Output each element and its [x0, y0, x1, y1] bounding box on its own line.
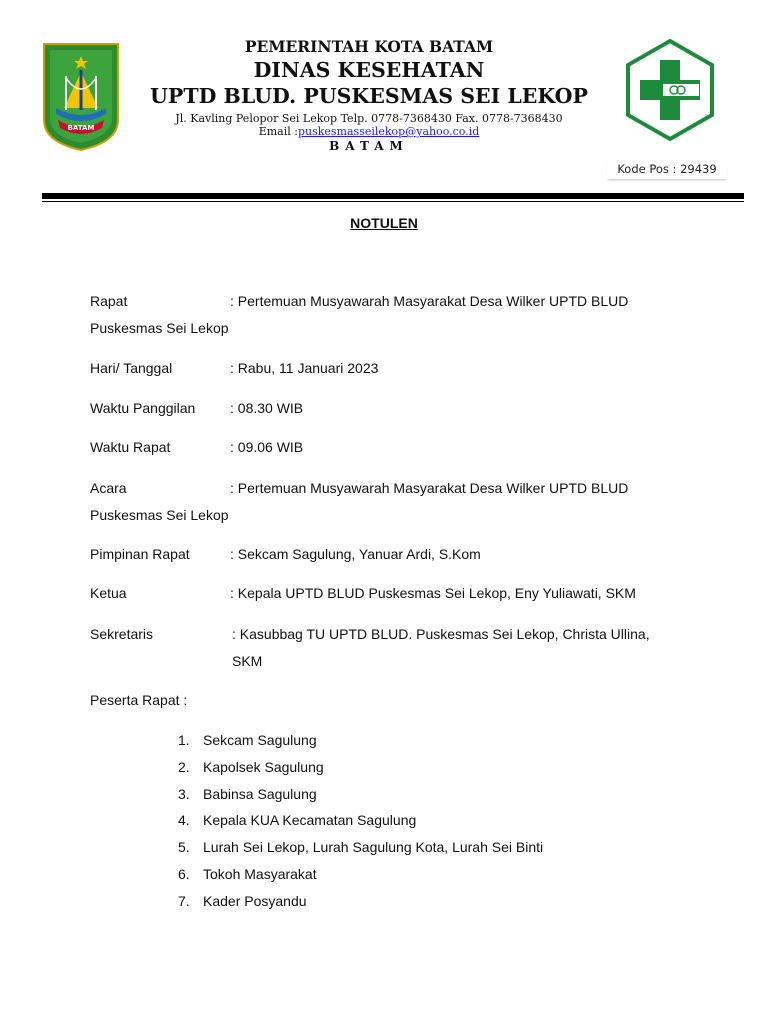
- participant-name: Kapolsek Sagulung: [203, 758, 324, 775]
- field-value-continuation: Puskesmas Sei Lekop: [90, 320, 229, 336]
- list-item: [178, 888, 543, 915]
- field-waktu-panggilan: [90, 395, 690, 422]
- batam-city-emblem-icon: [42, 42, 120, 152]
- field-label: Waktu Rapat: [90, 439, 171, 455]
- list-number: 3.: [178, 785, 190, 802]
- postal-code: Kode Pos : 29439: [607, 159, 727, 179]
- list-item: [178, 861, 543, 888]
- field-value: : Pertemuan Musyawarah Masyarakat Desa Wilker UPTD BLUD: [230, 480, 629, 496]
- participant-name: Lurah Sei Lekop, Lurah Sagulung Kota, Lurah Sei Binti: [203, 839, 544, 856]
- list-item: [178, 807, 543, 834]
- field-pimpinan-rapat: [90, 541, 690, 568]
- field-rapat: [90, 288, 690, 342]
- field-label: Waktu Panggilan: [90, 400, 196, 416]
- header-divider-thin: [42, 201, 744, 202]
- email-link[interactable]: puskesmasseilekop@yahoo.co.id: [297, 125, 480, 138]
- emblem-ribbon-text: BATAM: [67, 124, 95, 132]
- government-name: PEMERINTAH KOTA BATAM: [244, 37, 494, 56]
- field-label: Acara: [90, 480, 127, 496]
- field-value: : Pertemuan Musyawarah Masyarakat Desa Wilker UPTD BLUD: [230, 293, 629, 309]
- participants-list: [178, 727, 543, 915]
- list-number: 5.: [178, 839, 190, 856]
- list-item: [178, 754, 543, 781]
- list-number: 2.: [178, 758, 190, 775]
- field-value: : 08.30 WIB: [230, 400, 304, 416]
- field-value: : 09.06 WIB: [230, 439, 304, 455]
- address-line: Jl. Kavling Pelopor Sei Lekop Telp. 0778-7368430 Fax. 0778-7368430: [175, 112, 563, 125]
- email-line: [130, 125, 608, 138]
- email-label: Email :: [258, 125, 298, 138]
- list-item: [178, 781, 543, 808]
- field-label: Ketua: [90, 585, 127, 601]
- field-label: Sekretaris: [90, 626, 154, 642]
- field-acara: [90, 475, 690, 529]
- field-waktu-rapat: [90, 434, 690, 461]
- field-hari-tanggal: [90, 355, 690, 382]
- field-value: : Kepala UPTD BLUD Puskesmas Sei Lekop, Eny Yuliawati, SKM: [230, 585, 636, 601]
- agency-name: DINAS KESEHATAN: [253, 58, 485, 82]
- puskesmas-cross-logo-icon: [624, 38, 716, 142]
- participants-heading: Peserta Rapat :: [90, 692, 188, 708]
- institution-name: UPTD BLUD. PUSKESMAS SEI LEKOP: [150, 84, 588, 108]
- field-label: Rapat: [90, 293, 128, 309]
- participant-name: Kader Posyandu: [203, 892, 307, 909]
- field-label: Hari/ Tanggal: [90, 360, 173, 376]
- participant-name: Tokoh Masyarakat: [203, 865, 317, 882]
- list-number: 6.: [178, 865, 190, 882]
- list-item: [178, 727, 543, 754]
- field-value: : Sekcam Sagulung, Yanuar Ardi, S.Kom: [230, 546, 481, 562]
- city-name: BATAM: [329, 139, 409, 153]
- field-value: : Rabu, 11 Januari 2023: [230, 360, 379, 376]
- participant-name: Babinsa Sagulung: [203, 785, 317, 802]
- list-number: 4.: [178, 812, 190, 829]
- field-label: Pimpinan Rapat: [90, 546, 190, 562]
- field-ketua: [90, 580, 690, 607]
- header-divider-thick: [42, 193, 744, 199]
- field-value-continuation: Puskesmas Sei Lekop: [90, 507, 229, 523]
- list-item: [178, 834, 543, 861]
- list-number: 1.: [178, 732, 190, 748]
- list-number: 7.: [178, 892, 190, 909]
- letterhead-text: [130, 36, 608, 154]
- document-title: NOTULEN: [350, 215, 418, 231]
- participant-name: Kepala KUA Kecamatan Sagulung: [203, 812, 417, 829]
- participant-name: Sekcam Sagulung: [203, 732, 317, 748]
- field-value: : Kasubbag TU UPTD BLUD. Puskesmas Sei Lekop, Christa Ullina, SKM: [232, 626, 650, 669]
